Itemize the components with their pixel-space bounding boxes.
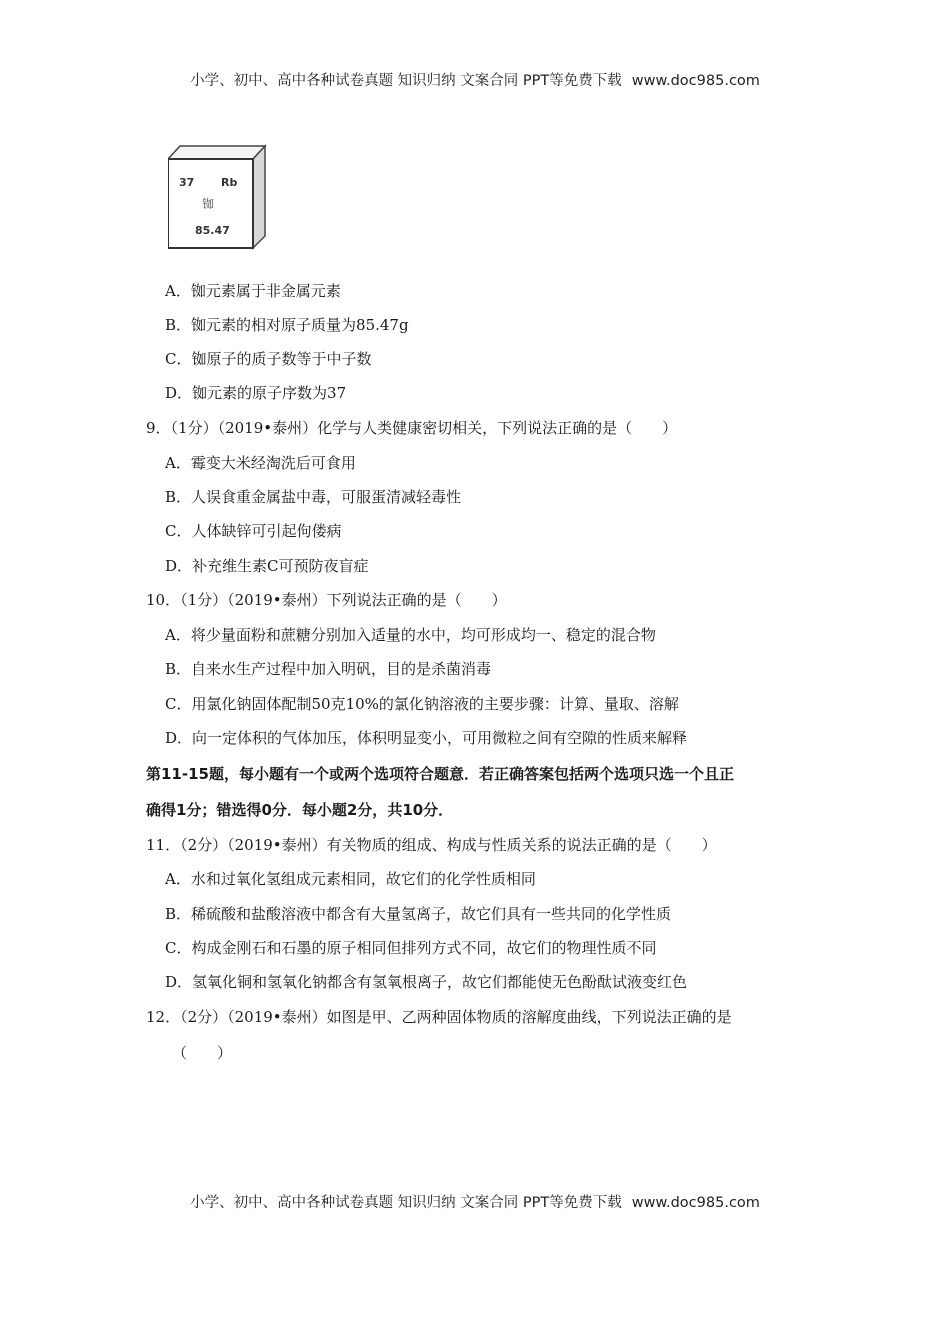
q11-option-d: D．氢氧化铜和氢氧化钠都含有氢氧根离子，故它们都能使无色酚酞试液变红色	[165, 973, 688, 991]
q9-stem: 9．（1分）（2019•泰州）化学与人类健康密切相关，下列说法正确的是（ ）	[146, 419, 678, 437]
q11-option-b: B．稀硫酸和盐酸溶液中都含有大量氢离子，故它们具有一些共同的化学性质	[165, 905, 672, 923]
footer-text: 小学、初中、高中各种试卷真题 知识归纳 文案合同 PPT等免费下载	[190, 1195, 622, 1211]
atomic-mass: 85.47	[195, 224, 230, 237]
atomic-number: 37	[179, 176, 195, 189]
element-symbol: Rb	[221, 176, 238, 189]
q11-option-c: C．构成金刚石和石墨的原子相同但排列方式不同，故它们的物理性质不同	[165, 939, 657, 957]
header-url[interactable]: www.doc985.com	[631, 73, 760, 89]
footer-url[interactable]: www.doc985.com	[631, 1195, 760, 1211]
element-card-figure	[168, 144, 268, 250]
page-footer	[0, 1191, 950, 1212]
q10-option-c: C．用氯化钠固体配制50克10%的氯化钠溶液的主要步骤：计算、量取、溶解	[165, 695, 679, 713]
page-header	[0, 69, 950, 90]
card-top-face	[168, 146, 265, 159]
q8-option-b: B．铷元素的相对原子质量为85.47g	[165, 316, 409, 334]
section-instruction-line1: 第11-15题，每小题有一个或两个选项符合题意．若正确答案包括两个选项只选一个且正	[146, 765, 734, 783]
section-instruction-line2: 确得1分；错选得0分．每小题2分，共10分．	[146, 801, 454, 819]
q9-option-d: D．补充维生素C可预防夜盲症	[165, 557, 369, 575]
q9-option-b: B．人误食重金属盐中毒，可服蛋清减轻毒性	[165, 488, 462, 506]
q12-stem: 12．（2分）（2019•泰州）如图是甲、乙两种固体物质的溶解度曲线，下列说法正确的是	[146, 1008, 732, 1026]
q8-option-d: D．铷元素的原子序数为37	[165, 384, 347, 402]
q9-option-c: C．人体缺锌可引起佝偻病	[165, 522, 342, 540]
q9-option-a: A．霉变大米经淘洗后可食用	[165, 454, 356, 472]
card-side-face	[253, 146, 265, 248]
q11-option-a: A．水和过氧化氢组成元素相同，故它们的化学性质相同	[165, 870, 536, 888]
q11-stem: 11．（2分）（2019•泰州）有关物质的组成、构成与性质关系的说法正确的是（ ）	[146, 836, 717, 854]
q8-option-a: A．铷元素属于非金属元素	[165, 282, 341, 300]
q12-answer-paren: （ ）	[172, 1044, 233, 1062]
q10-option-a: A．将少量面粉和蔗糖分别加入适量的水中，均可形成均一、稳定的混合物	[165, 626, 656, 644]
q8-option-c: C．铷原子的质子数等于中子数	[165, 350, 372, 368]
q10-stem: 10．（1分）（2019•泰州）下列说法正确的是（ ）	[146, 591, 507, 609]
q10-option-b: B．自来水生产过程中加入明矾，目的是杀菌消毒	[165, 660, 492, 678]
q10-option-d: D．向一定体积的气体加压，体积明显变小，可用微粒之间有空隙的性质来解释	[165, 729, 688, 747]
header-text: 小学、初中、高中各种试卷真题 知识归纳 文案合同 PPT等免费下载	[190, 73, 622, 89]
element-name: 铷	[202, 197, 215, 211]
